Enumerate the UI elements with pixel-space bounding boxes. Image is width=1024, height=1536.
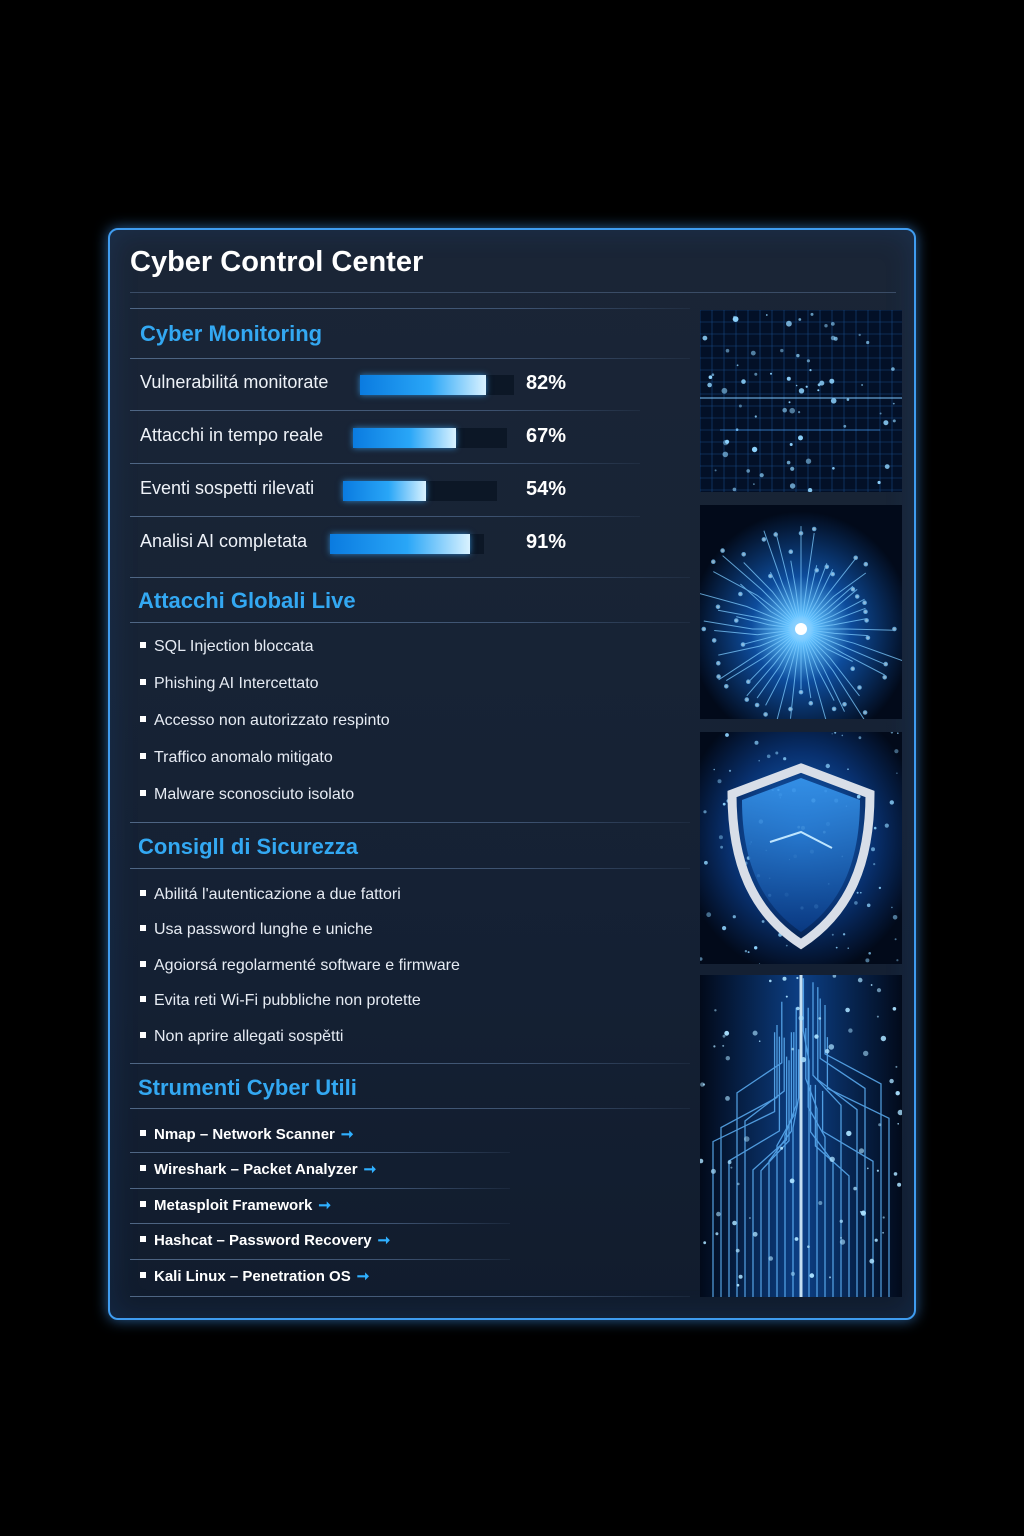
metric-value: 91% [526,531,567,553]
bullet-icon [140,961,146,967]
metric-progress-bar [360,375,514,395]
advice-title: Consigll di Sicurezza [138,834,359,859]
bullet-icon [140,925,146,931]
divider [130,1188,510,1189]
arrow-right-icon: ➞ [318,1197,331,1214]
circuit-flow-image [700,975,902,1297]
bullet-icon [140,753,146,759]
bullet-icon [140,890,146,896]
divider [130,622,690,623]
list-item: Phishing AI Intercettato [140,675,319,693]
metric-value: 82% [526,372,567,394]
tool-link-kali[interactable]: Kali Linux – Penetration OS ➞ [140,1267,369,1285]
bullet-icon [140,1032,146,1038]
metric-progress-bar [353,428,507,448]
tool-link-metasploit[interactable]: Metasploit Framework ➞ [140,1196,331,1214]
arrow-right-icon: ➞ [363,1161,377,1178]
page-title: Cyber Control Center [130,246,424,278]
divider [130,516,640,517]
title-divider [130,292,896,293]
control-center-panel [108,228,916,1320]
network-grid-image [700,310,902,492]
metric-label: Vulnerabilitá monitorate [140,372,329,392]
metric-progress-fill [353,428,456,448]
metric-progress-fill [343,481,426,501]
bullet-icon [140,790,146,796]
metric-value: 54% [526,478,567,500]
divider [130,1223,510,1224]
arrow-right-icon: ➞ [340,1126,354,1143]
divider [130,822,690,823]
metric-label: Analisi AI completata [140,531,308,551]
arrow-right-icon: ➞ [377,1232,391,1249]
bullet-icon [140,1130,146,1136]
divider [130,463,640,464]
metric-value: 67% [526,425,567,447]
list-item: Evita reti Wi-Fi pubbliche non protette [140,992,421,1010]
bullet-icon [140,679,146,685]
bullet-icon [140,996,146,1002]
divider [130,1296,690,1297]
divider [130,1259,510,1260]
metric-label: Eventi sospetti rilevati [140,478,315,498]
circuit-burst-image [700,505,902,719]
attacks-title: Attacchi Globali Live [138,588,356,613]
divider [130,1108,690,1109]
divider [130,577,690,578]
divider [130,868,690,869]
list-item: Malware sconosciuto isolato [140,786,354,804]
list-item: Non aprire allegati sospětti [140,1028,343,1046]
tools-title: Strumenti Cyber Utili [138,1075,357,1100]
bullet-icon [140,716,146,722]
divider [130,358,690,359]
tool-link-nmap[interactable]: Nmap – Network Scanner ➞ [140,1125,353,1143]
shield-image [700,732,902,964]
divider [130,1152,510,1153]
bullet-icon [140,1236,146,1242]
arrow-right-icon: ➞ [356,1268,370,1285]
divider [130,1063,690,1064]
list-item: Usa password lunghe e uniche [140,921,373,939]
list-item: SQL Injection bloccata [140,638,314,656]
metric-progress-bar [343,481,497,501]
list-item: Traffico anomalo mitigato [140,749,333,767]
divider [130,308,690,309]
metric-progress-bar [330,534,484,554]
tool-link-wireshark[interactable]: Wireshark – Packet Analyzer ➞ [140,1160,376,1178]
list-item: Abilitá l'autenticazione a due fattori [140,886,401,904]
monitoring-title: Cyber Monitoring [140,321,323,346]
list-item: Agoiorsá regolarmenté software e firmware [140,957,460,975]
metric-progress-fill [360,375,486,395]
metric-progress-fill [330,534,470,554]
divider [130,410,640,411]
metric-label: Attacchi in tempo reale [140,425,324,445]
bullet-icon [140,1201,146,1207]
list-item: Accesso non autorizzato respinto [140,712,390,730]
bullet-icon [140,1165,146,1171]
bullet-icon [140,642,146,648]
bullet-icon [140,1272,146,1278]
tool-link-hashcat[interactable]: Hashcat – Password Recovery ➞ [140,1231,390,1249]
